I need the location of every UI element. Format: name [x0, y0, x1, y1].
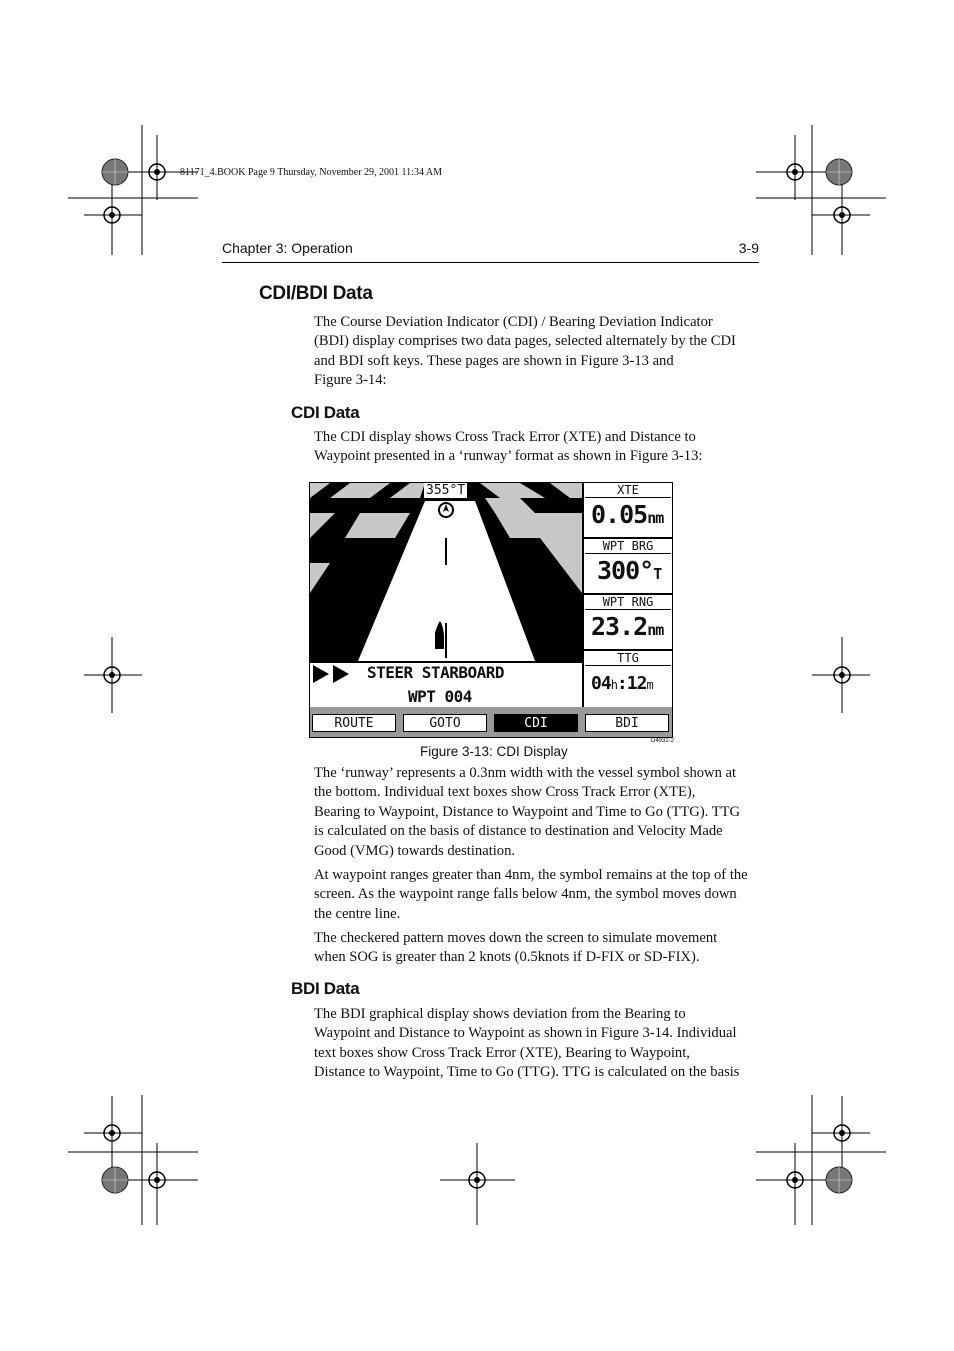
ttg-hours: 04: [591, 673, 611, 694]
book-info-line: 81171_4.BOOK Page 9 Thursday, November 29, 2001 11:34 AM: [180, 167, 443, 178]
text-line: Waypoint presented in a ‘runway’ format as shown in Figure 3-13:: [314, 448, 703, 465]
wpt-rng-value: [585, 612, 671, 641]
ttg-minutes-unit: m: [646, 678, 653, 692]
ttg-hours-unit: h: [610, 678, 617, 692]
runway-paragraph-3: [314, 929, 760, 968]
softkey-bdi[interactable]: BDI: [585, 714, 669, 732]
runway-graphic: [310, 483, 582, 661]
wpt-brg-unit: T: [653, 565, 662, 583]
wpt-brg-label: WPT BRG: [585, 539, 671, 554]
xte-unit: nm: [647, 509, 664, 527]
text-line: The CDI display shows Cross Track Error (XTE) and Distance to: [314, 429, 696, 445]
page-number: 3-9: [738, 240, 759, 256]
cdi-heading: CDI Data: [291, 403, 360, 422]
ttg-label: TTG: [585, 651, 671, 666]
text-line: Good (VMG) towards destination.: [314, 842, 516, 859]
text-line: (BDI) display comprises two data pages, selected alternately by the CDI: [314, 333, 736, 350]
xte-label: XTE: [585, 483, 671, 498]
text-line: Bearing to Waypoint, Distance to Waypoint and Time to Go (TTG). TTG: [314, 803, 741, 820]
heading-readout: 355°T: [426, 483, 466, 498]
xte-value: [585, 500, 671, 529]
text-line: is calculated on the basis of distance to destination and Velocity Made: [314, 823, 723, 840]
text-line: Figure 3-14:: [314, 372, 387, 389]
wpt-rng-label: WPT RNG: [585, 595, 671, 610]
wpt-brg-value: [585, 556, 671, 585]
runway-paragraph-1: [314, 764, 760, 861]
ttg-minutes: :12: [616, 673, 647, 694]
text-line: the centre line.: [314, 905, 401, 922]
wpt-text: WPT 004: [408, 687, 472, 706]
softkey-route[interactable]: ROUTE: [312, 714, 396, 732]
text-line: At waypoint ranges greater than 4nm, the symbol remains at the top of the: [314, 867, 748, 883]
softkey-goto[interactable]: GOTO: [403, 714, 487, 732]
wpt-brg-number: 300°: [597, 556, 654, 585]
steer-text: STEER STARBOARD: [367, 663, 504, 682]
text-line: Distance to Waypoint, Time to Go (TTG). TTG is calculated on the basis: [314, 1064, 740, 1081]
text-line: text boxes show Cross Track Error (XTE), Bearing to Waypoint,: [314, 1044, 690, 1061]
text-line: The BDI graphical display shows deviation from the Bearing to: [314, 1006, 686, 1022]
text-line: Waypoint and Distance to Waypoint as shown in Figure 3-14. Individual: [314, 1025, 737, 1042]
text-line: when SOG is greater than 2 knots (0.5knots if D-FIX or SD-FIX).: [314, 949, 700, 966]
wpt-rng-number: 23.2: [591, 612, 648, 641]
bdi-intro: [314, 1005, 760, 1083]
text-line: and BDI soft keys. These pages are shown in Figure 3-13 and: [314, 352, 674, 369]
figure-code: D4932-2: [651, 738, 675, 744]
section-title: CDI/BDI Data: [259, 283, 373, 304]
softkey-cdi[interactable]: CDI: [494, 714, 578, 732]
text-line: screen. As the waypoint range falls below 4nm, the symbol moves down: [314, 886, 737, 903]
steer-arrows-icon: [313, 665, 353, 683]
figure-caption: Figure 3-13: CDI Display: [420, 744, 568, 759]
runway-paragraph-2: [314, 866, 760, 924]
chapter-title: Chapter 3: Operation: [222, 240, 353, 256]
text-line: the bottom. Individual text boxes show Cross Track Error (XTE),: [314, 784, 696, 801]
text-line: The Course Deviation Indicator (CDI) / Bearing Deviation Indicator: [314, 314, 713, 330]
intro-paragraph: [314, 313, 760, 391]
cdi-intro: [314, 428, 760, 467]
bdi-heading: BDI Data: [291, 979, 360, 998]
wpt-rng-unit: nm: [647, 621, 664, 639]
page-header: [222, 240, 759, 263]
text-line: The ‘runway’ represents a 0.3nm width with the vessel symbol shown at: [314, 765, 737, 781]
ttg-value: [585, 673, 671, 694]
text-line: The checkered pattern moves down the screen to simulate movement: [314, 930, 718, 946]
xte-number: 0.05: [591, 500, 648, 529]
